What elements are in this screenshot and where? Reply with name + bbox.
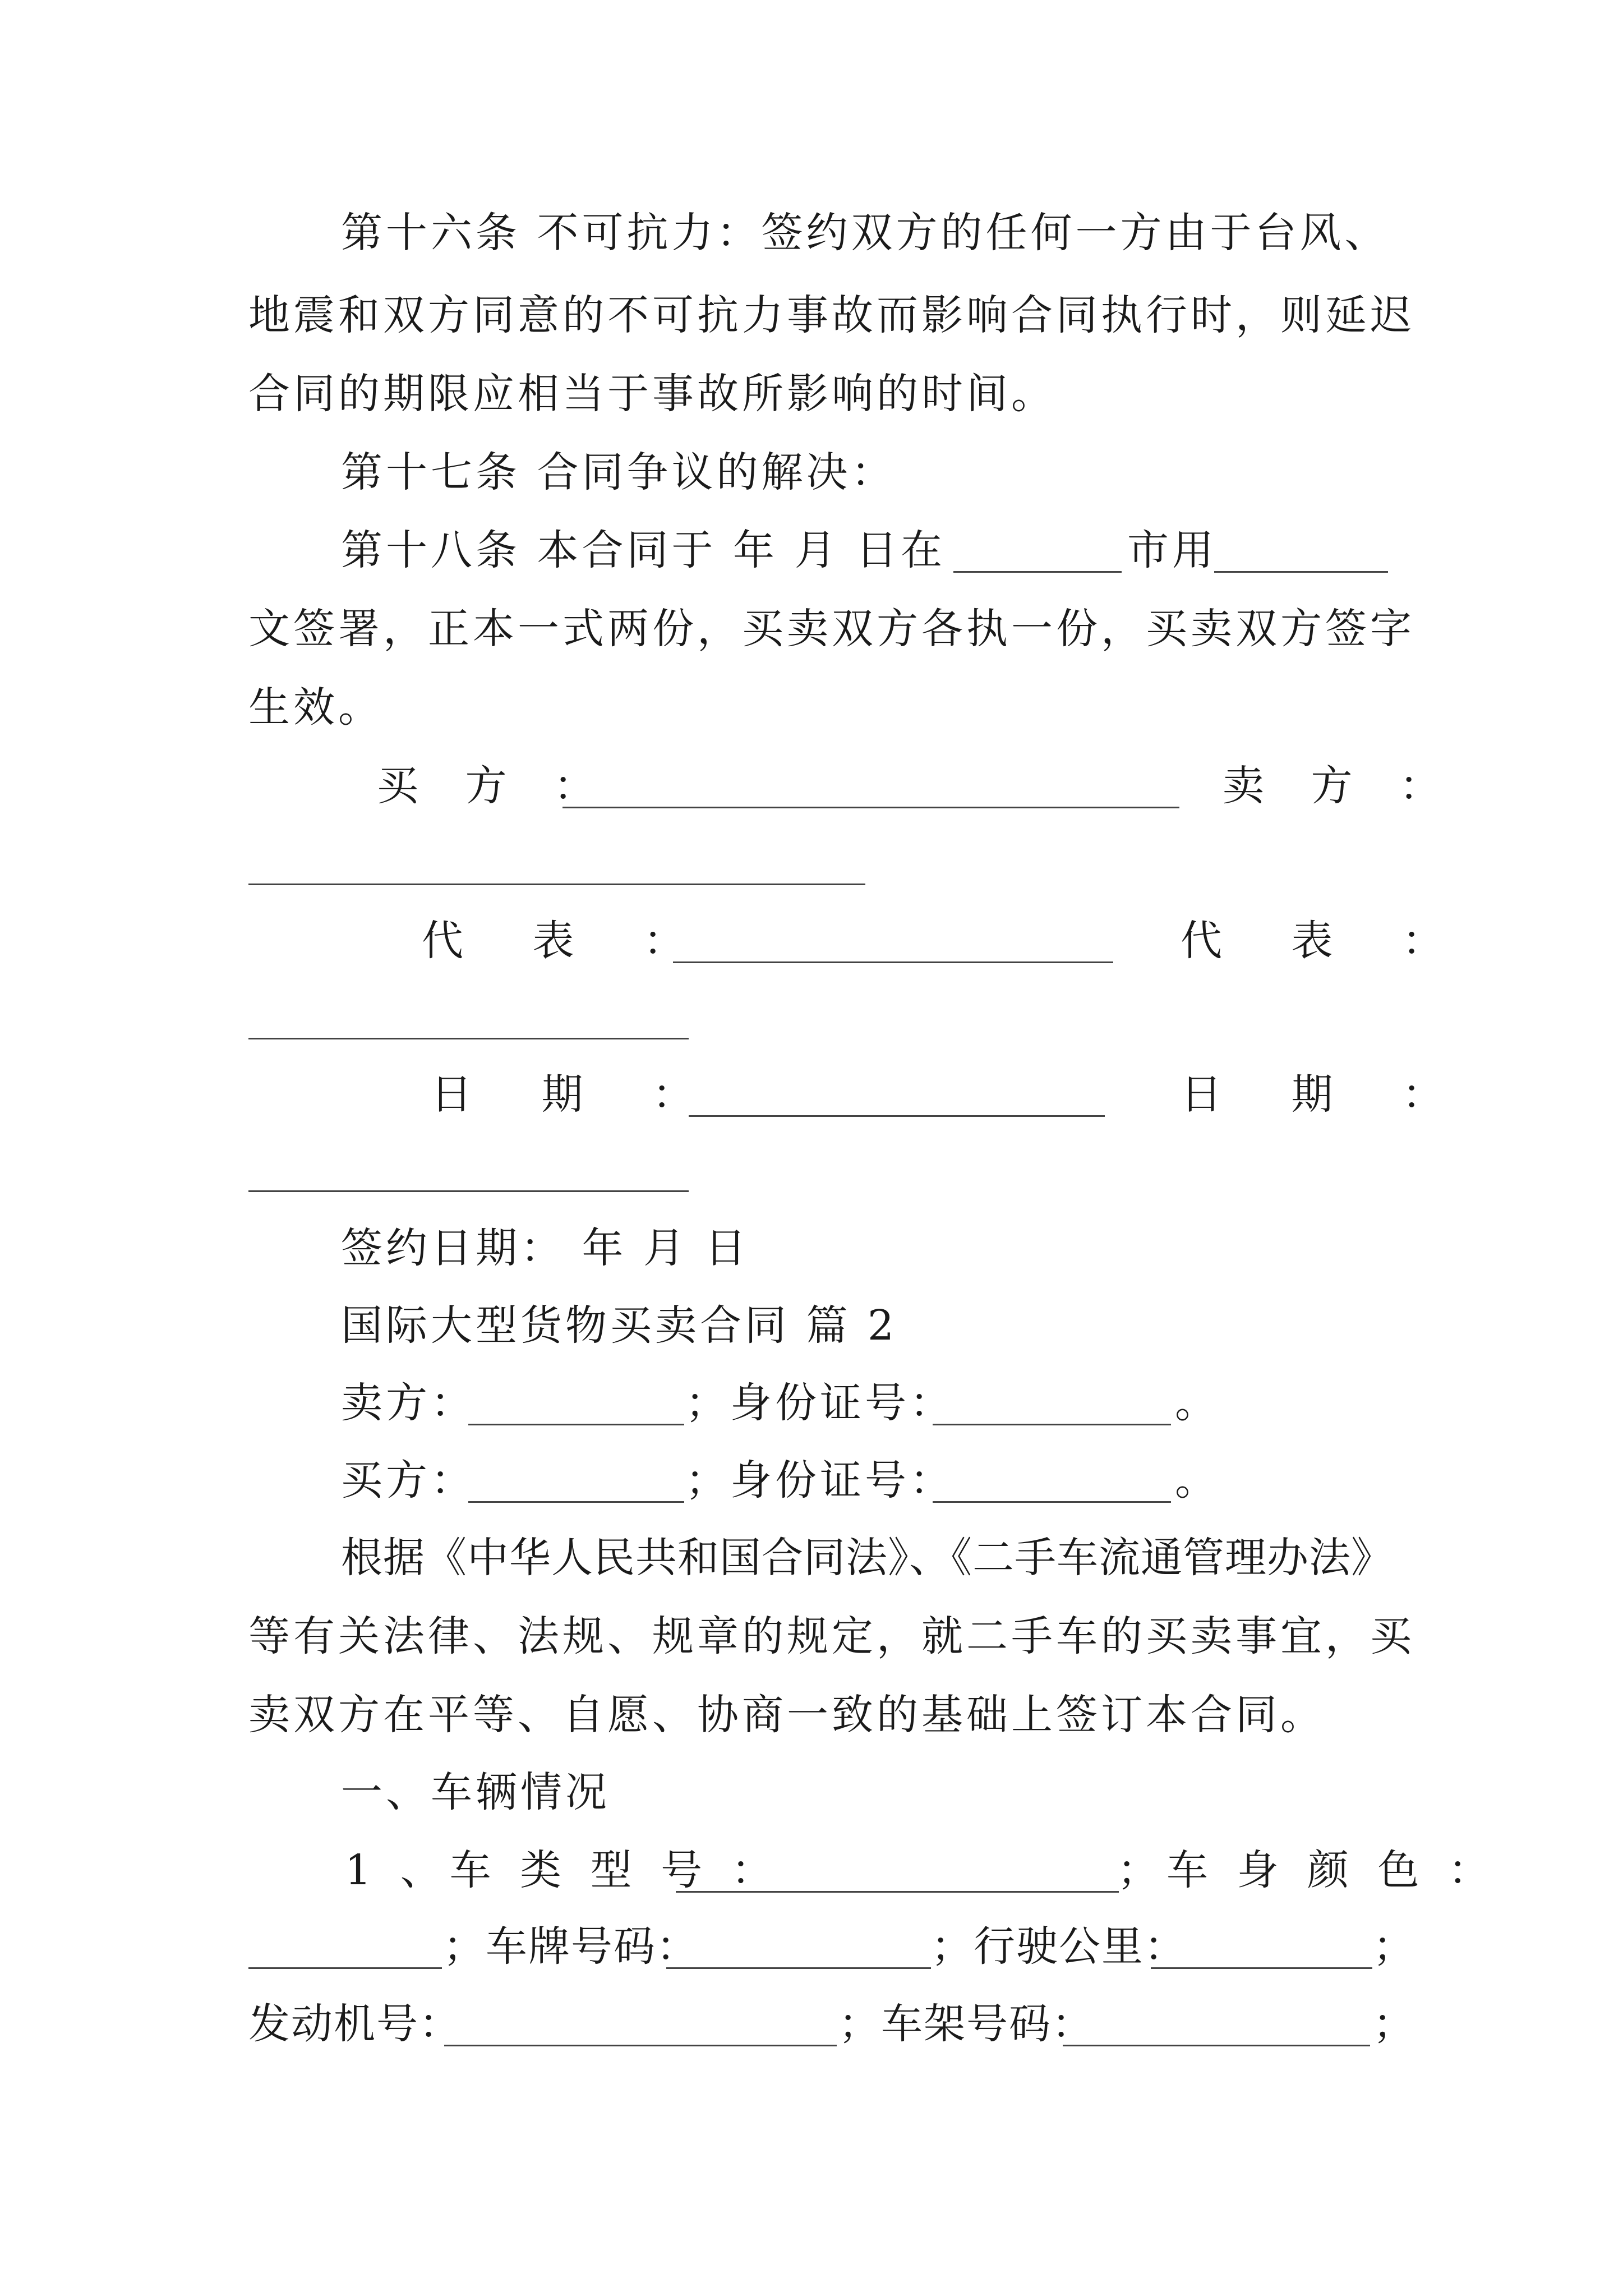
sign-date: 签约日期： 年 月 日: [341, 1224, 750, 1272]
buyer-id-blank[interactable]: [933, 1501, 1171, 1503]
article-18-part-1: 第十八条 本合同于 年 月 日在: [341, 526, 946, 574]
buyer-id-label: ；身份证号：: [685, 1456, 955, 1504]
article-18-line-3: 生效。: [248, 683, 383, 731]
basis-line-1: 根据《中华人民共和国合同法》、《二手车流通管理办法》: [341, 1534, 1393, 1582]
buyer-blank[interactable]: [562, 807, 1179, 808]
rep-right-label: 代 表 ：: [1181, 917, 1472, 965]
vehicle-type-blank[interactable]: [676, 1891, 1119, 1893]
date-right-label: 日 期 ：: [1181, 1070, 1472, 1119]
basis-line-3: 卖双方在平等、自愿、协商一致的基础上签订本合同。: [248, 1691, 1325, 1739]
buyer-label: 买 方 ：: [377, 762, 612, 810]
rep-right-blank[interactable]: [248, 1038, 689, 1039]
vehicle-type-label: 1 、车 类 型 号 ：: [345, 1846, 781, 1894]
article-16-line-2: 地震和双方同意的不可抗力事故而影响合同执行时，则延迟: [248, 291, 1415, 339]
language-blank[interactable]: [1214, 571, 1388, 573]
mileage-end: ；: [1373, 1922, 1414, 1971]
seller-id-label: ；身份证号：: [685, 1379, 955, 1427]
body-color-label: ；车 身 颜 色 ：: [1117, 1846, 1498, 1894]
plate-blank[interactable]: [666, 1967, 931, 1969]
vehicle-heading: 一、车辆情况: [341, 1768, 610, 1816]
mileage-label: ；行驶公里：: [931, 1922, 1187, 1971]
seller-line-end: 。: [1175, 1379, 1216, 1427]
rep-left-blank[interactable]: [673, 961, 1113, 963]
date-right-blank[interactable]: [248, 1190, 689, 1192]
buyer-line-label: 买方：: [341, 1456, 476, 1504]
frame-blank[interactable]: [1063, 2045, 1370, 2046]
buyer-name-blank[interactable]: [468, 1501, 684, 1503]
mileage-blank[interactable]: [1151, 1967, 1372, 1969]
date-left-label: 日 期 ：: [431, 1070, 722, 1119]
seller-id-blank[interactable]: [933, 1424, 1171, 1425]
basis-line-2: 等有关法律、法规、规章的规定，就二手车的买卖事宜，买: [248, 1612, 1415, 1660]
date-left-blank[interactable]: [689, 1115, 1105, 1117]
rep-left-label: 代 表 ：: [422, 917, 713, 965]
seller-label: 卖 方 ：: [1223, 762, 1458, 810]
section-2-title: 国际大型货物买卖合同 篇 2: [341, 1301, 898, 1350]
plate-label: ；车牌号码：: [443, 1922, 699, 1971]
article-16-line-3: 合同的期限应相当于事故所影响的时间。: [248, 370, 1056, 418]
article-18-line-2: 文签署，正本一式两份，买卖双方各执一份，买卖双方签字: [248, 605, 1415, 653]
engine-label: 发动机号：: [248, 2000, 462, 2048]
article-17: 第十七条 合同争议的解决：: [341, 448, 896, 496]
body-color-blank[interactable]: [248, 1967, 442, 1969]
article-16-line-1: 第十六条 不可抗力：签约双方的任何一方由于台风、: [341, 209, 1390, 257]
buyer-line-end: 。: [1175, 1456, 1216, 1504]
frame-label: ；车架号码：: [838, 2000, 1094, 2048]
article-18-part-2: 市用: [1127, 526, 1217, 574]
seller-blank[interactable]: [248, 884, 865, 885]
seller-name-blank[interactable]: [468, 1424, 684, 1425]
place-blank[interactable]: [953, 571, 1122, 573]
engine-blank[interactable]: [444, 2045, 837, 2046]
frame-end: ；: [1373, 2000, 1414, 2048]
seller-line-label: 卖方：: [341, 1379, 476, 1427]
